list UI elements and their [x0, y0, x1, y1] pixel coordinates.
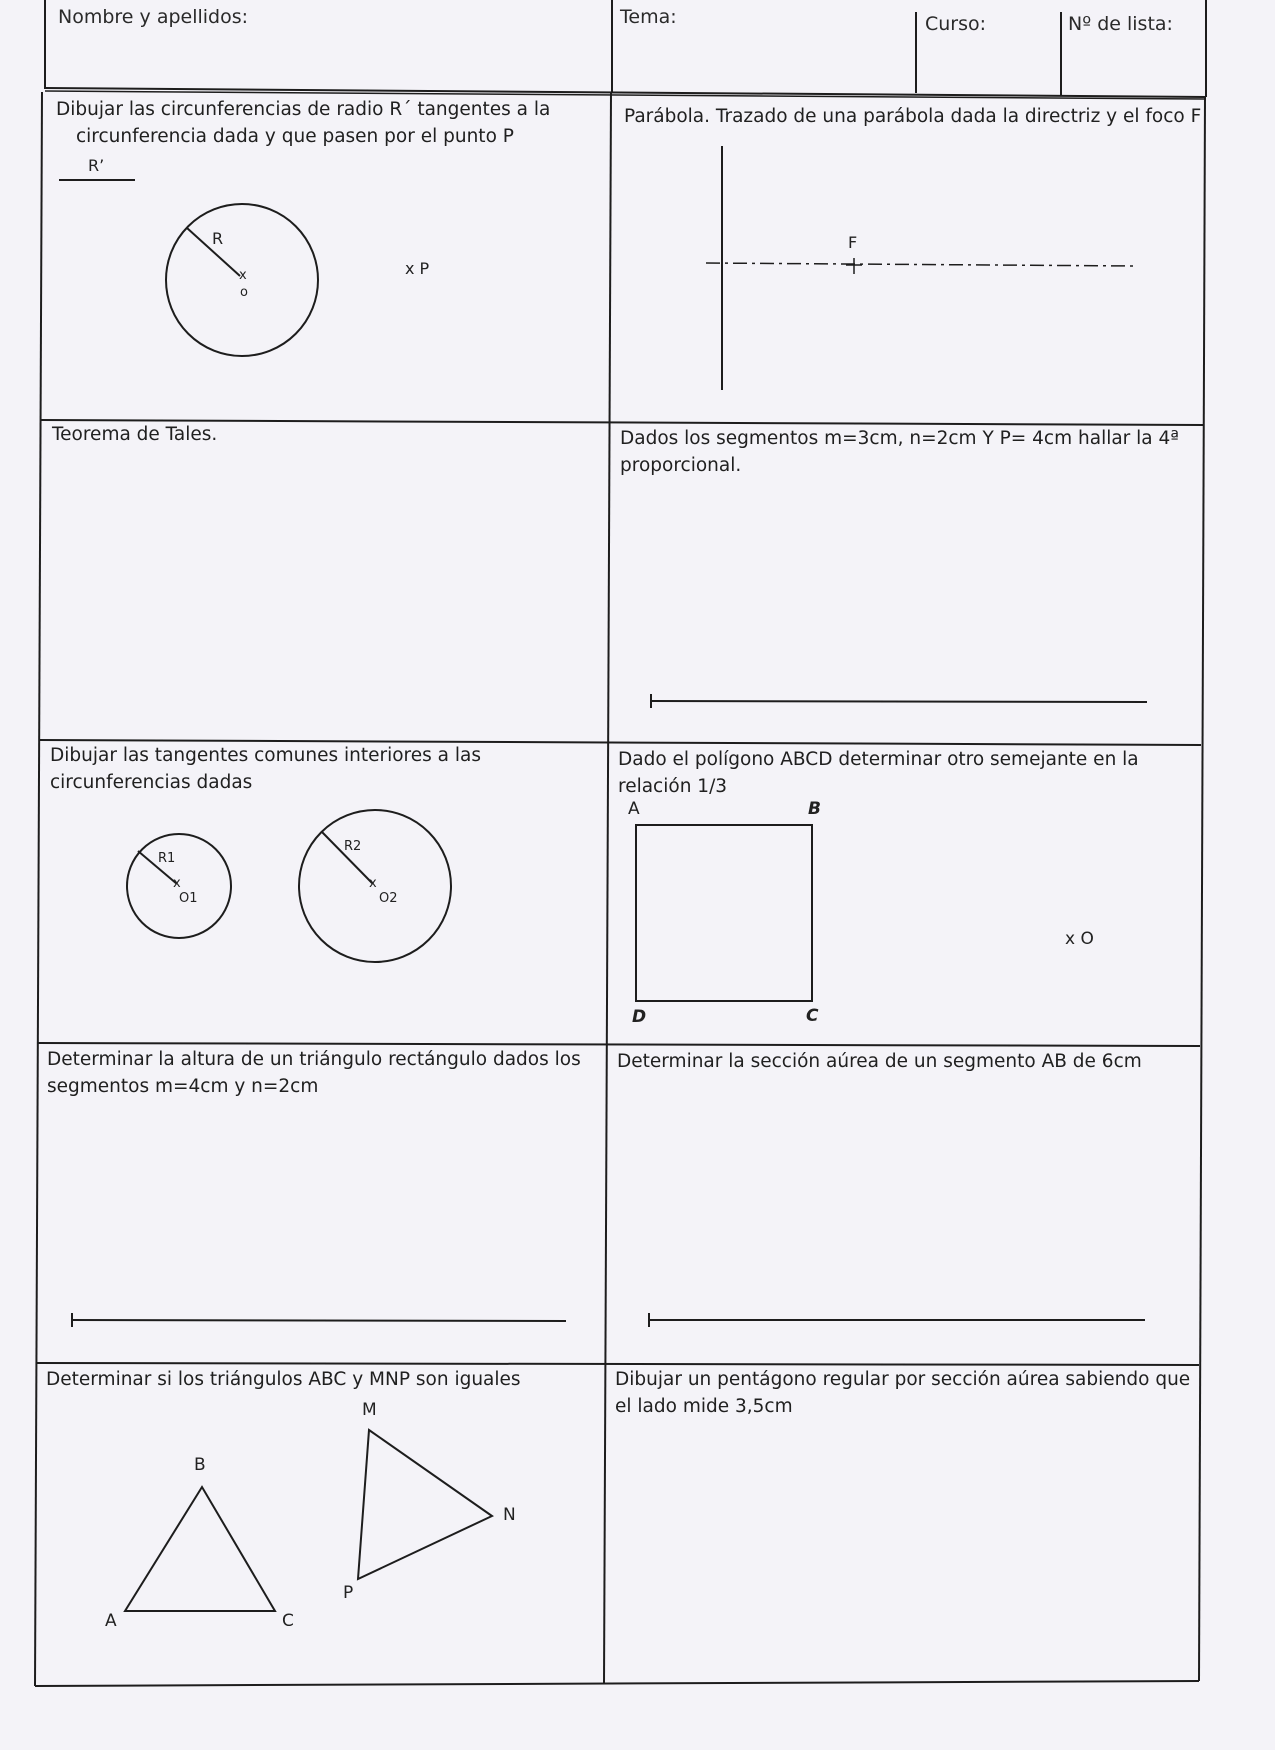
- radius-r-label: R: [212, 229, 224, 248]
- name-field-label: Nombre y apellidos:: [58, 6, 249, 28]
- exercise-5-title: [50, 742, 481, 796]
- exercise-5-title-line2: circunferencias dadas: [50, 772, 253, 793]
- exercise-9-title-line1: Determinar si los triángulos ABC y MNP son iguales: [46, 1369, 521, 1390]
- center-o2-mark: x: [369, 876, 377, 891]
- vertex-n-label: N: [503, 1505, 516, 1525]
- center-o1-mark: x: [173, 876, 181, 891]
- exercise-2-title: [624, 103, 1201, 130]
- exercise-7-title-line2: segmentos m=4cm y n=2cm: [47, 1076, 319, 1097]
- grid-row-divider-4: [36, 1363, 1199, 1365]
- exercise-1-title-line1: Dibujar las circunferencias de radio R´ tangentes a la: [56, 99, 551, 120]
- exercise-7-title: [47, 1046, 581, 1100]
- exercise-7-title-line1: Determinar la altura de un triángulo rectángulo dados los: [47, 1049, 581, 1070]
- exercise-4-title: [620, 425, 1179, 479]
- polygon-abcd: [636, 825, 812, 1001]
- center-o2-label: O2: [379, 891, 398, 906]
- axis-dashdot-line: [706, 263, 1135, 266]
- course-field-label: Curso:: [925, 13, 987, 35]
- exercise-9-title: [46, 1366, 521, 1393]
- focus-f-label: F: [848, 233, 858, 252]
- vertex-m-label: M: [362, 1400, 377, 1420]
- center-o-label: o: [240, 285, 248, 300]
- exercise-8-title: [617, 1048, 1142, 1075]
- topic-field-label: Tema:: [620, 6, 677, 28]
- exercise-1-title: [56, 96, 550, 150]
- vertex-p-label: P: [343, 1583, 354, 1603]
- vertex-a-label: A: [628, 799, 640, 819]
- radius-r2-label: R2: [344, 839, 362, 854]
- altitude-baseline: [72, 1320, 566, 1321]
- vertex-b-label: B: [194, 1455, 206, 1475]
- exercise-3-title: [52, 421, 217, 448]
- center-mark: x: [239, 268, 247, 283]
- exercise-1-title-line2: circunferencia dada y que pasen por el punto P: [76, 126, 514, 147]
- exercise-6-title-line1: Dado el polígono ABCD determinar otro semejante en la: [618, 749, 1139, 770]
- center-o-label: x O: [1065, 929, 1094, 949]
- exercise-8-title-line1: Determinar la sección aúrea de un segmento AB de 6cm: [617, 1051, 1142, 1072]
- point-p-label: x P: [405, 259, 430, 278]
- exercise-6-title-line2: relación 1/3: [618, 776, 728, 797]
- exercise-3-title-line1: Teorema de Tales.: [52, 424, 218, 445]
- exercise-4-title-line2: proporcional.: [620, 455, 742, 476]
- vertex-c-label: C: [806, 1006, 819, 1026]
- triangle-mnp: [358, 1430, 492, 1579]
- vertex-b-label: B: [808, 799, 821, 819]
- center-o1-label: O1: [179, 891, 198, 906]
- exercise-10-title-line2: el lado mide 3,5cm: [615, 1396, 793, 1417]
- exercise-10-title: [615, 1366, 1190, 1420]
- triangle-abc: [125, 1487, 275, 1611]
- grid-center-divider: [604, 92, 611, 1684]
- exercise-5-title-line1: Dibujar las tangentes comunes interiores a las: [50, 745, 481, 766]
- radius-r1-label: R1: [158, 851, 176, 866]
- grid-right-border: [1199, 97, 1205, 1681]
- exercise-4-title-line1: Dados los segmentos m=3cm, n=2cm Y P= 4cm hallar la 4ª: [620, 428, 1180, 449]
- vertex-d-label: D: [632, 1007, 647, 1027]
- grid-left-border: [35, 92, 42, 1686]
- grid-bottom-border: [35, 1681, 1199, 1686]
- vertex-c-label: C: [282, 1611, 294, 1631]
- vertex-a-label: A: [105, 1611, 117, 1631]
- exercise-2-title-line1: Parábola. Trazado de una parábola dada la directriz y el foco F: [624, 106, 1202, 127]
- proportional-baseline: [651, 701, 1147, 702]
- exercise-10-title-line1: Dibujar un pentágono regular por sección aúrea sabiendo que: [615, 1369, 1191, 1390]
- exercise-6-title: [618, 746, 1139, 800]
- r-prime-label: R’: [88, 156, 105, 175]
- list-number-field-label: Nº de lista:: [1068, 13, 1173, 35]
